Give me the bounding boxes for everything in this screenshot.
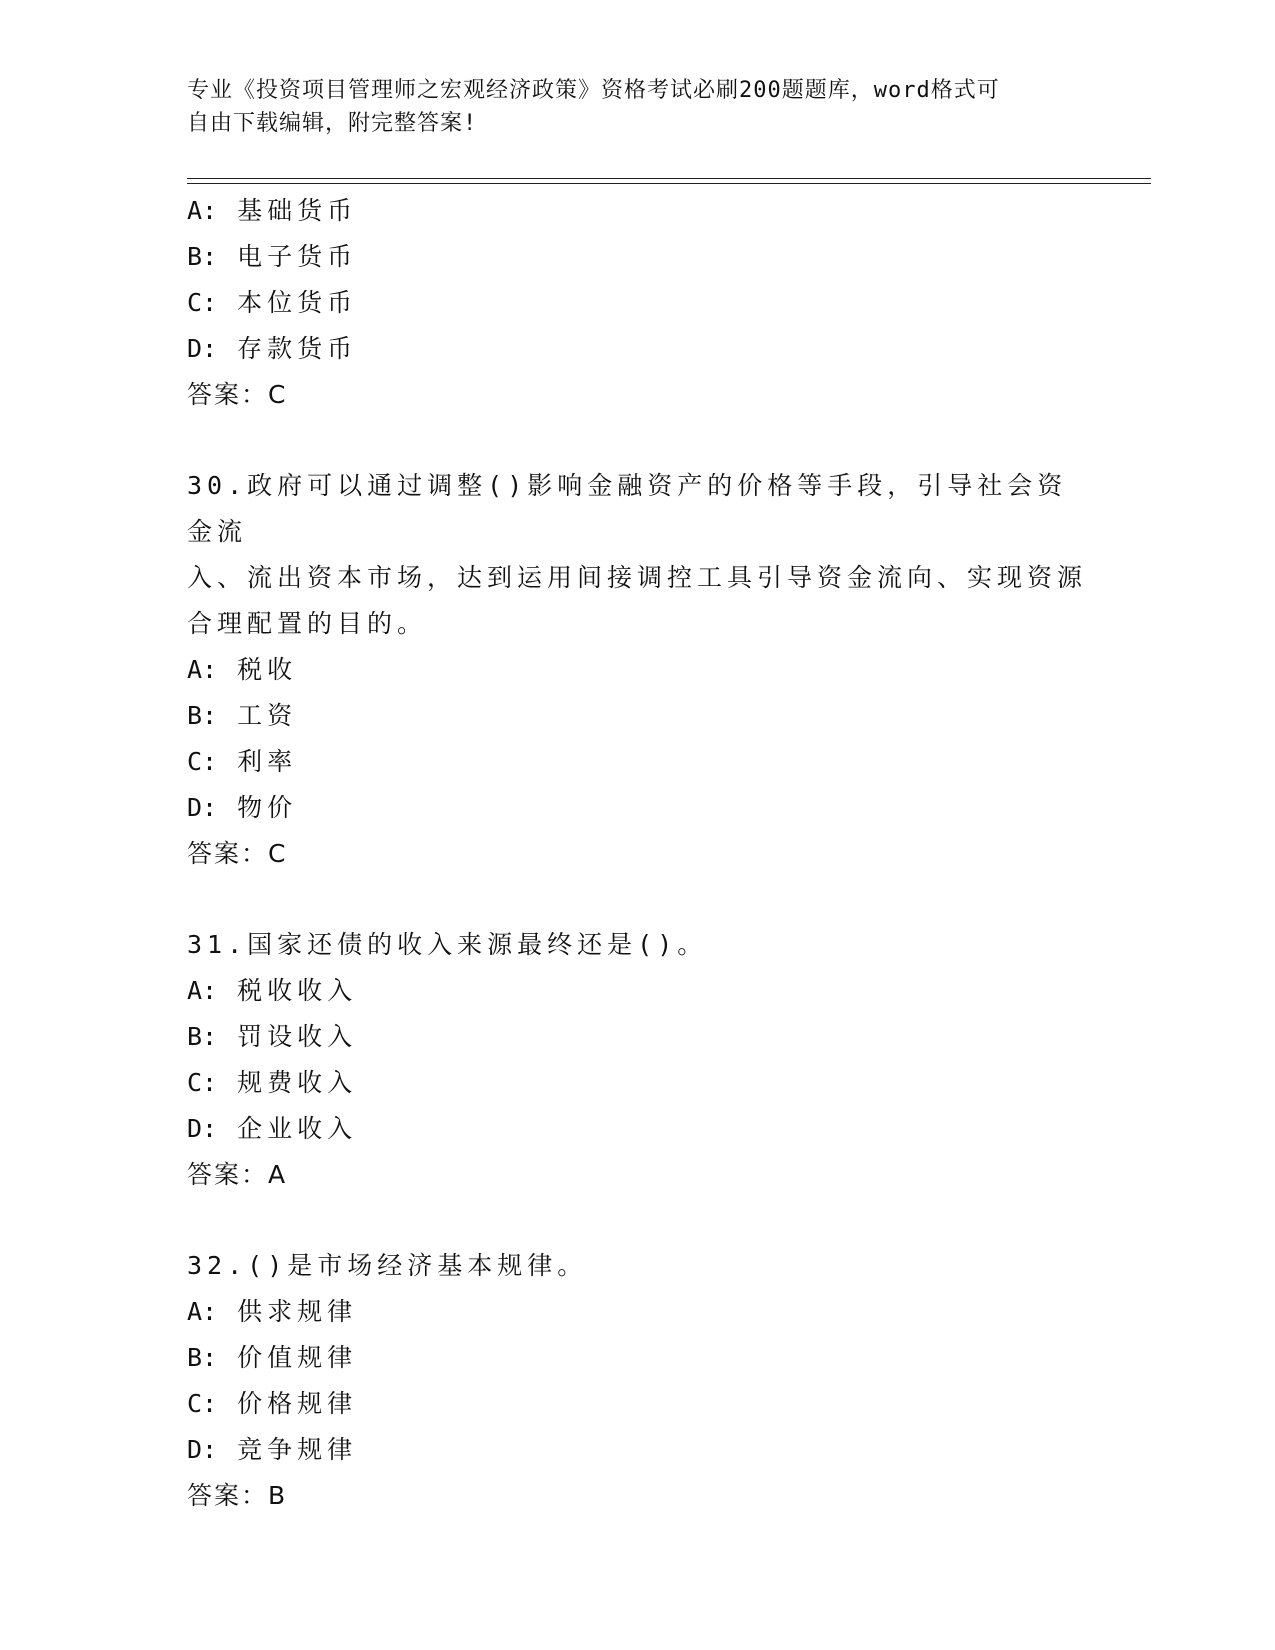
question-stem: 32.()是市场经济基本规律。 — [187, 1251, 588, 1280]
option-a: A: 基础货币 — [187, 196, 358, 225]
option-a: A: 供求规律 — [187, 1297, 358, 1326]
question-30 — [187, 463, 1087, 877]
answer: 答案：A — [187, 1160, 288, 1189]
answer: 答案：C — [187, 380, 288, 409]
question-stem: 入、流出资本市场，达到运用间接调控工具引导资金流向、实现资源 — [187, 563, 1088, 592]
option-c: C: 本位货币 — [187, 288, 358, 317]
question-32 — [187, 1243, 1087, 1519]
header-line-2: 自由下载编辑，附完整答案! — [187, 111, 478, 136]
option-d: D: 存款货币 — [187, 334, 358, 363]
header-divider-top — [187, 178, 1151, 179]
header-line-1: 专业《投资项目管理师之宏观经济政策》资格考试必刷200题题库，word格式可 — [187, 78, 1000, 103]
option-a: A: 税收 — [187, 655, 298, 684]
option-b: B: 电子货币 — [187, 242, 358, 271]
option-d: D: 企业收入 — [187, 1114, 358, 1143]
option-c: C: 规费收入 — [187, 1068, 358, 1097]
option-d: D: 物价 — [187, 793, 298, 822]
header-divider-bottom — [187, 183, 1151, 184]
question-29-continued — [187, 188, 1087, 418]
option-b: B: 价值规律 — [187, 1343, 358, 1372]
option-c: C: 价格规律 — [187, 1389, 358, 1418]
question-stem: 合理配置的目的。 — [187, 609, 428, 638]
option-c: C: 利率 — [187, 747, 298, 776]
document-header — [187, 74, 1087, 140]
option-d: D: 竞争规律 — [187, 1435, 358, 1464]
answer: 答案：C — [187, 839, 288, 868]
option-a: A: 税收收入 — [187, 976, 358, 1005]
option-b: B: 罚设收入 — [187, 1022, 358, 1051]
question-stem: 30.政府可以通过调整()影响金融资产的价格等手段，引导社会资金流 — [187, 471, 1068, 546]
question-stem: 31.国家还债的收入来源最终还是()。 — [187, 930, 708, 959]
answer: 答案：B — [187, 1481, 288, 1510]
question-list — [187, 188, 1087, 1519]
question-31 — [187, 922, 1087, 1198]
option-b: B: 工资 — [187, 701, 298, 730]
